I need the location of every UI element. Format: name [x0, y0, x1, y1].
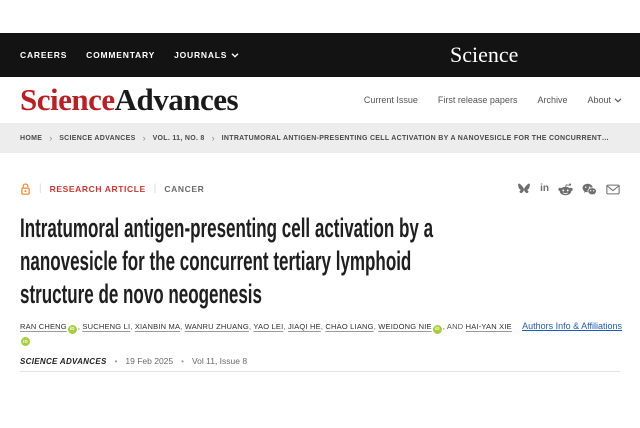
topbar-link-careers[interactable]: CAREERS: [20, 50, 68, 60]
open-access-icon: [20, 182, 31, 196]
author-name[interactable]: WANRU ZHUANG: [184, 322, 249, 331]
linkedin-icon-label: in: [540, 183, 549, 194]
breadcrumb-current-article: INTRATUMORAL ANTIGEN-PRESENTING CELL ACTIVATION BY A NANOVESICLE FOR THE CONCURRENT…: [221, 134, 610, 142]
author-separator: ,: [248, 322, 254, 331]
publication-info: [20, 356, 247, 366]
authors-list: [20, 321, 522, 346]
linkedin-icon[interactable]: [540, 184, 549, 194]
article-title-line: nanovesicle for the concurrent tertiary lymphoid: [20, 246, 412, 276]
dot-separator: •: [181, 356, 184, 366]
breadcrumb-separator: ›: [49, 132, 53, 143]
orcid-icon[interactable]: iD: [433, 325, 442, 334]
article-category-link[interactable]: CANCER: [164, 184, 205, 194]
author-name[interactable]: WEIDONG NIE: [378, 322, 432, 331]
breadcrumb-home[interactable]: HOME: [20, 134, 43, 142]
author-name[interactable]: CHAO LIANG: [325, 322, 374, 331]
chevron-down-icon: [231, 53, 239, 58]
dot-separator: •: [114, 356, 118, 366]
breadcrumb-separator: ›: [142, 132, 146, 143]
share-icons: [517, 183, 620, 196]
topbar-link-journals[interactable]: [174, 50, 239, 60]
orcid-icon[interactable]: iD: [21, 337, 30, 346]
breadcrumb-science-advances[interactable]: SCIENCE ADVANCES: [59, 134, 136, 142]
authors-info-affiliations-link[interactable]: Authors Info & Affiliations: [522, 321, 622, 331]
breadcrumb-separator: ›: [211, 132, 215, 143]
bluesky-icon[interactable]: [517, 183, 531, 195]
topbar: [0, 33, 640, 77]
logo-science: Science: [20, 82, 115, 117]
article-meta-row: [20, 181, 620, 197]
author-separator: ,: [283, 322, 288, 331]
topbar-links: [20, 33, 239, 77]
science-brand-logo[interactable]: Science: [450, 42, 519, 67]
author-name[interactable]: SUCHENG LI: [82, 322, 131, 331]
author-separator: ,: [373, 322, 379, 331]
journal-name: SCIENCE ADVANCES: [20, 356, 107, 366]
science-advances-logo[interactable]: [20, 79, 238, 121]
author-separator: ,: [320, 322, 326, 331]
authors-row: [20, 321, 622, 346]
reddit-icon[interactable]: [558, 183, 573, 196]
author-name[interactable]: HAI-YAN XIE: [465, 322, 512, 331]
article-title: [20, 212, 433, 311]
nav-current-issue[interactable]: Current Issue: [363, 95, 418, 105]
orcid-icon[interactable]: iD: [68, 325, 77, 334]
publication-date: 19 Feb 2025: [125, 356, 174, 366]
topbar-link-commentary[interactable]: COMMENTARY: [86, 50, 156, 60]
author-separator: ,: [77, 322, 83, 331]
author-separator: ,: [180, 322, 185, 331]
author-separator: ,: [130, 322, 135, 331]
chevron-down-icon: [614, 98, 622, 103]
logo-advances: Advances: [114, 82, 239, 117]
nav-about[interactable]: [587, 95, 622, 105]
volume-issue: Vol 11, Issue 8: [191, 356, 248, 366]
section-divider: [20, 371, 620, 372]
author-separator: , AND: [442, 322, 466, 331]
email-icon[interactable]: [606, 184, 620, 195]
article-title-line: structure de novo neogenesis: [20, 279, 262, 309]
nav-archive[interactable]: Archive: [537, 95, 568, 105]
divider: |: [39, 183, 42, 194]
author-name[interactable]: YAO LEI: [253, 322, 284, 331]
breadcrumb-volume[interactable]: VOL. 11, NO. 8: [152, 134, 205, 142]
wechat-icon[interactable]: [582, 183, 597, 196]
breadcrumb: [0, 123, 640, 153]
journal-header: [0, 77, 640, 123]
author-name[interactable]: RAN CHENG: [20, 322, 67, 331]
topbar-link-journals-label: JOURNALS: [174, 50, 228, 60]
article-title-line: Intratumoral antigen-presenting cell activation by a: [20, 213, 434, 243]
author-name[interactable]: JIAQI HE: [287, 322, 321, 331]
nav-first-release-papers[interactable]: First release papers: [437, 95, 518, 105]
journal-nav: [364, 77, 622, 123]
divider: |: [153, 183, 157, 194]
author-name[interactable]: XIANBIN MA: [134, 322, 181, 331]
nav-about-label: About: [587, 95, 611, 105]
article-type-badge: RESEARCH ARTICLE: [49, 184, 146, 194]
